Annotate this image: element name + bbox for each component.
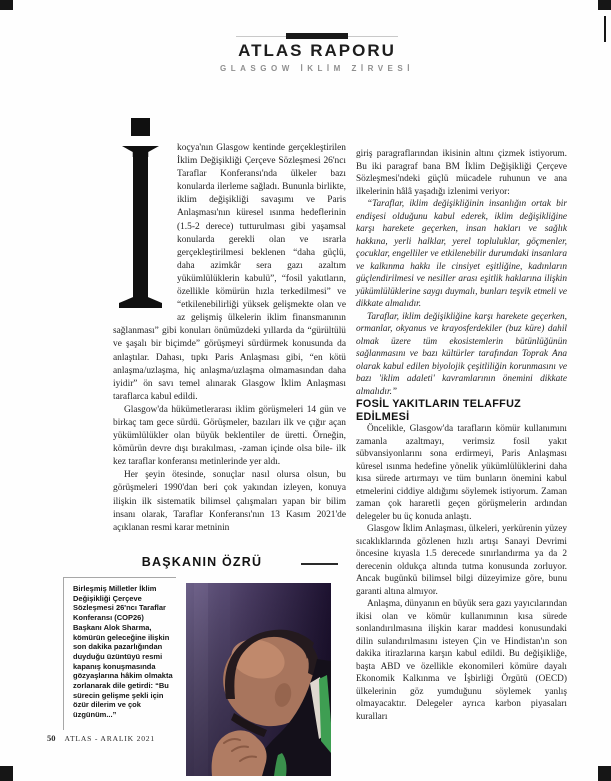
body-paragraph: giriş paragraflarından ikisinin altını çizmek istiyorum. Bu iki paragraf bana BM İklim Değişikliği Çerçeve Sözleşmesi'ndeki güçlü mücadele ruhunun ve ana ilkelerinin hâlâ yaşadığı izlenimi veriyor: (356, 149, 567, 197)
photo-alok-sharma (186, 583, 331, 776)
section-subtitle: GLASGOW İKLİM ZİRVESİ (220, 64, 414, 73)
quote-paragraph: Taraflar, iklim değişikliğine karşı harekete geçerken, ormanlar, okyanus ve krayosferdekiler (buz küre) dahil olmak üzere tüm ekosistemlerin bütünlüğünün sağlanmasını ve bazı kültürler tarafından Toprak Ana olarak kabul edilen biyolojik çeşitliliğin korunmasını ve bazı 'iklim adaleti' kavramlarının önemini dikkate almalıdır.” (356, 311, 567, 397)
drop-cap-letter (115, 144, 167, 312)
subsection-heading: FOSİL YAKITLARIN TELAFFUZ EDİLMESİ (356, 398, 522, 423)
body-paragraph: koçya'nın Glasgow kentinde gerçekleştirilen İklim Değişikliği Çerçeve Sözleşmesi 26'ncı Taraflar Konferansı'nda ülkeler bazı konularda ilerleme sağladı. Bununla birlikte, iklim değişikliği savaşımı ve Paris Anlaşması'nın küresel ısınma hedeflerinin (1.5-2 derece) tutturulması gibi yaşamsal konularda gerekli olan ve ısrarla gerçekleştirilmesi beklenen “daha güçlü, daha azimkâr sera gazı azaltım yükümlülüklerin kabulü”, “fosil yakıtların, özellikle kömürün hızla terkedilmesi” ve “etkilenebilirliği yüksek gelişmekte olan ve az gelişmiş ülkelerin iklim finansmanının sağlanması” gibi konuları önümüzdeki yıllarda da “gürültülü ve şaşalı bir biçimde” görüşmeyi sürdürmek konusunda da anlaştılar. Dahası, tıpkı Paris Anlaşması gibi, “en kötü anlaşma/uzlaşma, hiç anlaşma/uzlaşma olmamasından daha iyidir” ön savı temel alınarak Glasgow İklim Anlaşması taraflarca kabul edildi. (113, 143, 346, 402)
page-footer (47, 733, 155, 743)
crop-mark-top-left (0, 0, 13, 10)
crop-mark-bottom-right (598, 766, 611, 781)
right-column (356, 148, 567, 723)
drop-cap-stem (133, 146, 148, 308)
section-title: ATLAS RAPORU (238, 41, 396, 60)
header-rule-thick (286, 33, 348, 39)
body-paragraph: Öncelikle, Glasgow'da tarafların kömür kullanımını zamanla azaltmayı, verimsiz fosil yakıt sübvansiyonlarını sona erdirmeyi, Paris Anlaşması küresel ısınma hedefine yönelik yükümlülüklerini daha kısa sürede artırmayı ve tüm bunların önemini kabul etmelerini ciddiye aldığımı söylemek istiyorum. Zaman zaman çok hararetli geçen görüşmelerin ardından delegeler bu üç konuda anlaştı. (356, 424, 567, 522)
body-paragraph: Glasgow İklim Anlaşması, ülkeleri, yerkürenin yüzey sıcaklıklarında gözlenen hızlı artışı Sanayi Devrimi öncesine kıyasla 1.5 derecede sınırlandırma ya da 2 derecenin oldukça altında tutma konusunda zorluyor. Ancak bugünkü bilimsel bilgi düzeyimize göre, bunu garanti altına almıyor. (356, 524, 567, 597)
crop-mark-top-right (598, 0, 611, 10)
edition-label: ATLAS - ARALIK 2021 (64, 734, 156, 743)
drop-cap-dot (131, 118, 150, 136)
body-paragraph: Glasgow'da hükümetlerarası iklim görüşmeleri 14 gün ve birkaç tam gece sürdü. Görüşmeler, bazıları ilk ve çığır açan yükümlülükler olan büyük beklentiler de üretti. Örneğin, kömürün devre dışı bırakılması, -zaman içinde olsa bile- ilk kez taraflar konferansı metinlerinde yer aldı. (113, 404, 346, 468)
drop-cap-serif-bottom (119, 297, 162, 308)
body-paragraph: Her şeyin ötesinde, sonuçlar nasıl olursa olsun, bu görüşmeleri 1990'dan beri çok yakından izleyen, konuya ilişkin ilk sistematik bilimsel çalışmaları yapan bir bilim insanı olarak, Taraflar Konferansı'nın 13 Kasım 2021'de açıklanan resmi karar metninin (113, 470, 346, 533)
quote-paragraph: “Taraflar, iklim değişikliğinin insanlığın ortak bir endişesi olduğunu kabul ederek, iklim değişikliğine karşı harekete geçerken, insan hakları ve sağlık hakkına, yerli halklar, yerel topluluklar, göçmenler, çocuklar, engelliler ve etkilenebilir durumdaki insanlara ve kalkınma hakkı ile cinsiyet eşitliğine, kadınların güçlendirilmesi ve nesiller arası eşitlik haklarına ilişkin yükümlülüklerine saygı duymalı, bunları teşvik etmeli ve dikkate almalıdır. (356, 199, 567, 309)
body-paragraph: Anlaşma, dünyanın en büyük sera gazı yayıcılarından ikisi olan ve kömür kullanımının kısa sürede sonlandırılmasına ilişkin karar maddesi konusundaki dilin sulandırılmasını isteyen Çin ve Hindistan'ın son dakika itirazlarına karşın kabul edildi. Bu değişikliğe, başta ABD ve özellikle ekonomileri kömüre dayalı Ekonomik Kalkınma ve İşbirliği Örgütü (OECD) ülkelerinin göz yumduğunu söylemek yanlış olmayacaktır. Delegeler ayrıca karbon piyasaları kuralları (356, 599, 567, 722)
page-number: 50 (47, 733, 56, 743)
sidebar-heading-rule (301, 563, 338, 565)
crop-mark-right-tick (604, 16, 606, 42)
photo-caption: Birleşmiş Milletler İklim Değişikliği Çerçeve Sözleşmesi 26'ncı Taraflar Konferansı (COP26) Başkanı Alok Sharma, kömürün geleceğine ilişkin son dakika pazarlığından duyduğu üzüntüyü resmi kapanış konuşmasında gözyaşlarına hâkim olmakta zorlanarak dile getirdi: “Bu sürecin gelişme şekli için özür dilerim ve çok üzgünüm...” (63, 577, 176, 730)
photo-illustration (186, 583, 331, 776)
sidebar-heading: BAŞKANIN ÖZRÜ (141, 555, 263, 569)
crop-mark-bottom-left (0, 766, 13, 781)
left-column (113, 142, 346, 535)
